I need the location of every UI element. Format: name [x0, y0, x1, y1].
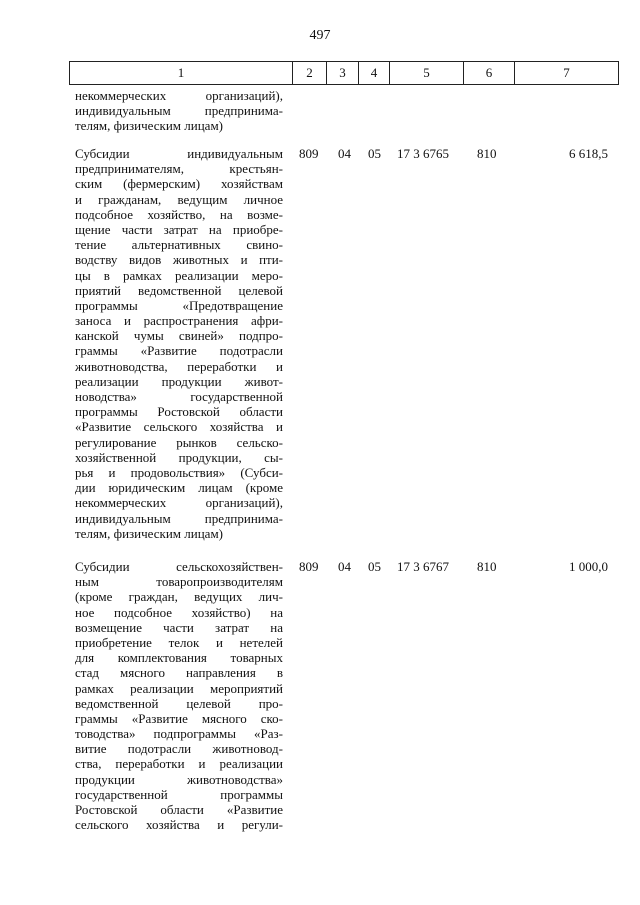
- row-2-col-2: 809: [299, 559, 319, 574]
- text-line: некоммерческих организаций),: [75, 88, 283, 103]
- row-1-col-2: 809: [299, 146, 319, 161]
- text-line: приобретение телок и нетелей: [75, 634, 283, 650]
- text-line: телям, физическим лицам): [75, 525, 223, 541]
- text-line: программы Ростовской области: [75, 404, 283, 420]
- text-line: цы в рамках реализации меро-: [75, 267, 283, 283]
- row-2-description: [75, 559, 283, 832]
- text-line: животноводства, переработки и: [75, 358, 283, 374]
- text-line: граммы «Развитие подотрасли: [75, 343, 283, 359]
- text-line: продукции животноводства»: [75, 771, 283, 787]
- text-line: щение части затрат на приобре-: [75, 221, 283, 237]
- text-line: новодства» государственной: [75, 389, 283, 404]
- text-line: Субсидии индивидуальным: [75, 146, 283, 161]
- text-line: возмещение части затрат на: [75, 619, 283, 635]
- row-2-col-3: 04: [338, 559, 351, 574]
- text-line: канской чумы свиней» подпро-: [75, 328, 283, 344]
- text-line: ным товаропроизводителям: [75, 574, 283, 590]
- text-line: ведомственной целевой про-: [75, 695, 283, 711]
- text-line: витие подотрасли животновод-: [75, 741, 283, 757]
- row-1-description: [75, 146, 283, 541]
- text-line: дии юридическим лицам (кроме: [75, 480, 283, 496]
- text-line: тение альтернативных свино-: [75, 237, 283, 253]
- row-1-col-7: 6 618,5: [569, 146, 608, 161]
- text-line: ное подсобное хозяйство) на: [75, 604, 283, 620]
- text-line: реализации продукции живот-: [75, 373, 283, 389]
- row-2-col-6: 810: [477, 559, 497, 574]
- row-2-col-7: 1 000,0: [569, 559, 608, 574]
- text-line: «Развитие сельского хозяйства и: [75, 419, 283, 435]
- text-line: подсобное хозяйство, на возме-: [75, 206, 283, 222]
- page-number: 497: [309, 28, 331, 43]
- text-line: ским (фермерским) хозяйствам: [75, 176, 283, 192]
- text-line: и гражданам, ведущим личное: [75, 191, 283, 207]
- text-line: (кроме граждан, ведущих лич-: [75, 589, 283, 605]
- text-line: программы «Предотвращение: [75, 297, 283, 313]
- text-line: заноса и распространения афри-: [75, 313, 283, 329]
- text-line: Ростовской области «Развитие: [75, 802, 283, 817]
- continuation-text: [75, 88, 283, 134]
- text-line: для комплектования товарных: [75, 650, 283, 666]
- text-line: ства, переработки и реализации: [75, 756, 283, 772]
- text-line: телям, физическим лицам): [75, 118, 223, 134]
- text-line: граммы «Развитие мясного ско-: [75, 710, 283, 726]
- text-line: приятий ведомственной целевой: [75, 282, 283, 298]
- column-header-6: 6: [464, 62, 515, 85]
- column-header-2: 2: [293, 62, 327, 85]
- column-header-1: 1: [70, 62, 293, 85]
- text-line: некоммерческих организаций),: [75, 495, 283, 511]
- text-line: рамках реализации мероприятий: [75, 680, 283, 696]
- text-line: товодства» подпрограммы «Раз-: [75, 726, 283, 742]
- row-1-col-3: 04: [338, 146, 351, 161]
- text-line: хозяйственной продукции, сы-: [75, 449, 283, 465]
- row-1-col-6: 810: [477, 146, 497, 161]
- row-1-col-4: 05: [368, 146, 381, 161]
- row-2-col-5: 17 3 6767: [397, 559, 449, 574]
- column-header-7: 7: [515, 62, 619, 85]
- text-line: сельского хозяйства и регули-: [75, 817, 283, 833]
- text-line: индивидуальным предпринима-: [75, 103, 283, 119]
- column-header-3: 3: [327, 62, 359, 85]
- text-line: рья и продовольствия» (Субси-: [75, 464, 283, 480]
- column-header-row: [69, 61, 619, 85]
- text-line: индивидуальным предпринима-: [75, 510, 283, 526]
- column-header-4: 4: [359, 62, 390, 85]
- text-line: государственной программы: [75, 786, 283, 802]
- text-line: Субсидии сельскохозяйствен-: [75, 559, 283, 574]
- row-2-col-4: 05: [368, 559, 381, 574]
- row-1-col-5: 17 3 6765: [397, 146, 449, 161]
- text-line: стад мясного направления в: [75, 665, 283, 681]
- text-line: водству видов животных и пти-: [75, 252, 283, 268]
- column-header-5: 5: [390, 62, 464, 85]
- text-line: предпринимателям, крестьян-: [75, 161, 283, 177]
- text-line: регулирование рынков сельско-: [75, 434, 283, 450]
